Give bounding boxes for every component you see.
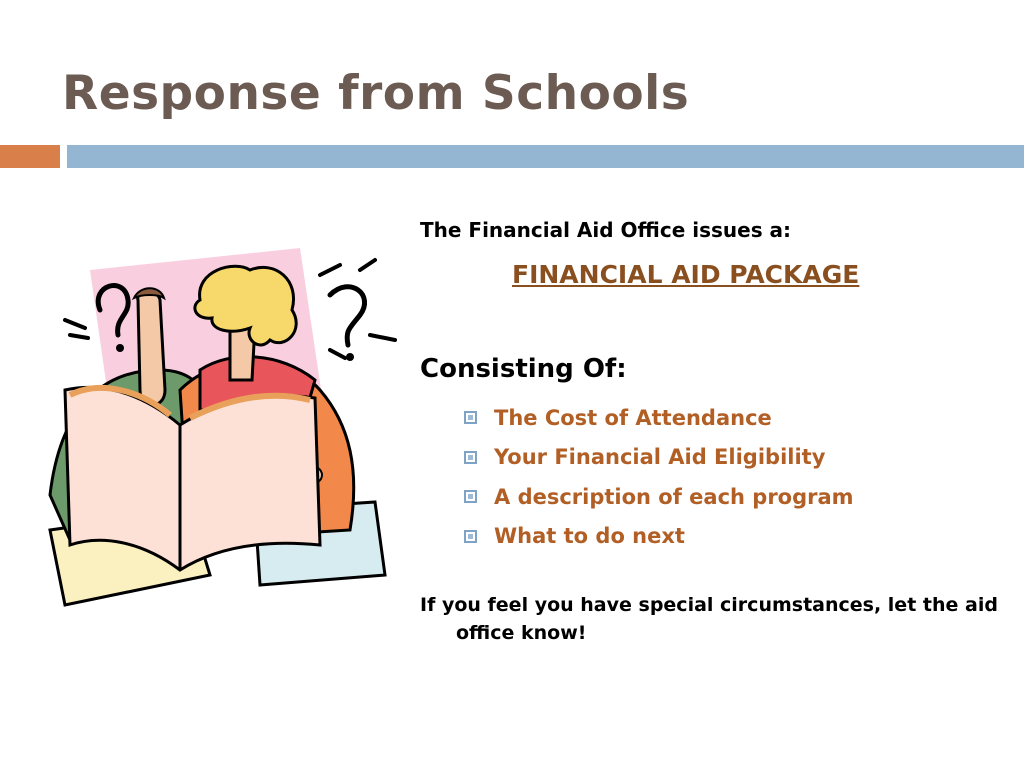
- square-bullet-icon: [464, 490, 477, 503]
- package-heading: FINANCIAL AID PACKAGE: [512, 260, 860, 289]
- list-item-label: The Cost of Attendance: [494, 405, 772, 430]
- package-items-list: [464, 398, 854, 556]
- list-item-label: Your Financial Aid Eligibility: [494, 445, 826, 470]
- special-circumstances-note: If you feel you have special circumstances, let the aid office know!: [420, 594, 998, 644]
- square-bullet-icon: [464, 411, 477, 424]
- list-item: [464, 438, 854, 478]
- square-bullet-icon: [464, 530, 477, 543]
- people-reading-newspaper-icon: [30, 240, 410, 610]
- intro-text: The Financial Aid Office issues a:: [420, 218, 792, 242]
- consisting-heading: Consisting Of:: [420, 354, 627, 384]
- list-item-label: What to do next: [494, 524, 685, 549]
- accent-bar-orange: [0, 145, 60, 168]
- slide-title: Response from Schools: [62, 66, 690, 121]
- list-item: [464, 398, 854, 438]
- list-item: [464, 477, 854, 517]
- accent-bar-blue: [67, 145, 1024, 168]
- list-item-label: A description of each program: [494, 484, 854, 509]
- square-bullet-icon: [464, 451, 477, 464]
- list-item: [464, 517, 854, 557]
